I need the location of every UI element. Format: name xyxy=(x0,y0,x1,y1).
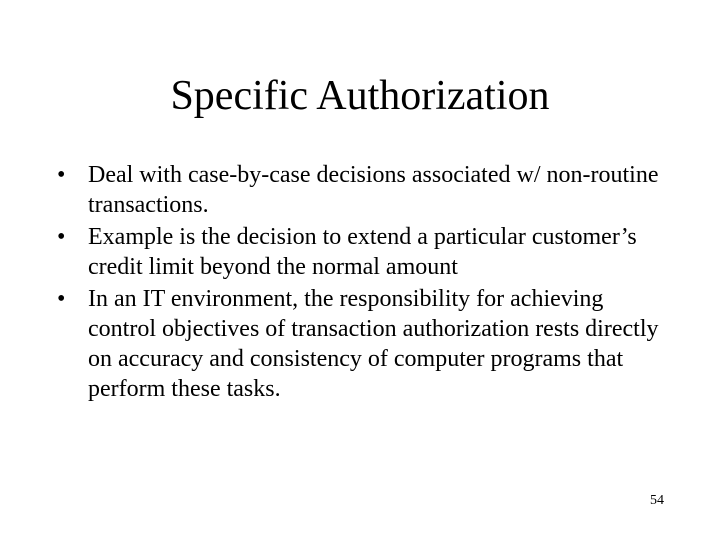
bullet-list xyxy=(54,160,674,406)
bullet-text: Deal with case-by-case decisions associated w/ non-routine transactions. xyxy=(88,162,659,218)
page-number: 54 xyxy=(650,493,664,508)
slide-title: Specific Authorization xyxy=(170,73,550,119)
bullet-item xyxy=(54,160,674,220)
bullet-marker: • xyxy=(57,286,66,312)
bullet-item xyxy=(54,284,674,404)
bullet-marker: • xyxy=(57,162,66,188)
bullet-text: In an IT environment, the responsibility for achieving control objectives of transaction authorization rests directly on accuracy and consistency of computer programs that perform these tasks. xyxy=(88,286,659,402)
bullet-item xyxy=(54,222,674,282)
bullet-marker: • xyxy=(57,224,66,250)
bullet-text: Example is the decision to extend a particular customer’s credit limit beyond the normal amount xyxy=(88,224,637,280)
